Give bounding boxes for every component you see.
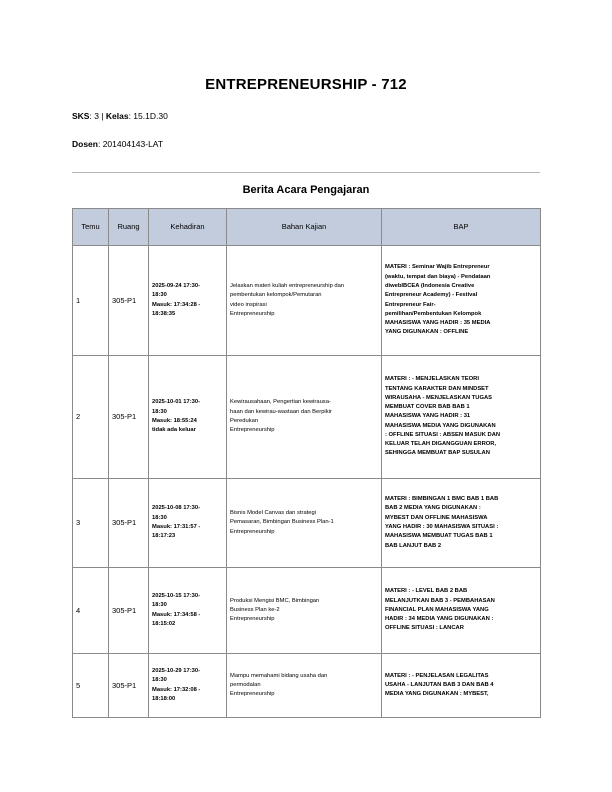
sks-label: SKS [72, 111, 90, 121]
kehadiran-line: tidak ada keluar [152, 427, 196, 434]
kehadiran-line: Masuk: 17:34:58 - [152, 611, 201, 618]
kehadiran-line: 2025-09-24 17:30- [152, 282, 201, 289]
bap-line: MEDIA YANG DIGUNAKAN : MYBEST, [385, 691, 489, 698]
bap-line: MAHASISWA YANG HADIR : 35 MEDIA [385, 320, 491, 327]
cell-bap [382, 654, 541, 718]
bap-line: USAHA - LANJUTAN BAB 3 DAN BAB 4 [385, 681, 494, 688]
table-row [73, 246, 541, 356]
bap-line: pemilihan/Pembentukan Kelompok [385, 310, 482, 317]
cell-temu: 1 [73, 246, 109, 356]
kehadiran-line: 18:30 [152, 677, 167, 684]
bahan-line: Mampu memahami bidang usaha dan [230, 672, 328, 679]
cell-kehadiran [149, 479, 227, 568]
cell-temu: 4 [73, 568, 109, 654]
bahan-line: Produksi Mengisi BMC, Bimbingan [230, 597, 320, 604]
table-row [73, 568, 541, 654]
bahan-line: Business Plan ke-2 [230, 606, 280, 613]
bap-table [72, 208, 541, 718]
bap-line: MYBEST DAN OFFLINE MAHASISWA [385, 514, 488, 521]
kehadiran-line: 18:17:23 [152, 533, 176, 540]
bap-line: MATERI : BIMBINGAN 1 BMC BAB 1 BAB [385, 496, 499, 503]
cell-kehadiran [149, 356, 227, 479]
page-title: ENTREPRENEURSHIP - 712 [205, 76, 407, 93]
cell-kehadiran [149, 246, 227, 356]
kehadiran-line: Masuk: 17:31:57 - [152, 524, 201, 530]
bap-line: FINANCIAL PLAN MAHASISWA YANG [385, 606, 489, 613]
cell-kehadiran [149, 568, 227, 654]
cell-bahan-kajian [227, 568, 382, 654]
kehadiran-line: 18:15:02 [152, 620, 176, 627]
cell-bahan-kajian [227, 246, 382, 356]
bap-line: Entrepreneur Fair- [385, 301, 436, 308]
dosen-value: : 201404143-LAT [97, 139, 164, 149]
kehadiran-line: 2025-10-29 17:30- [152, 667, 201, 674]
sks-value: : 3 | [89, 111, 104, 121]
cell-bahan-kajian [227, 654, 382, 718]
section-title: Berita Acara Pengajaran [242, 184, 370, 196]
bap-line: (waktu, tempat dan biaya) - Pendataan [385, 273, 491, 280]
kehadiran-line: 18:38:35 [152, 310, 176, 317]
bap-line: MATERI : - LEVEL BAB 2 BAB [385, 588, 468, 595]
bap-line: MATERI : - MENJELASKAN TEORI [385, 376, 479, 383]
bap-line: : OFFLINE SITUASI : ABSEN MASUK DAN [385, 431, 501, 438]
bap-line: YANG DIGUNAKAN : OFFLINE [385, 329, 469, 336]
bap-line: MATERI : - PENJELASAN LEGALITAS [385, 672, 489, 679]
kehadiran-line: 18:30 [152, 292, 167, 299]
bap-line: BAB LANJUT BAB 2 [385, 542, 442, 549]
kelas-value: : 15.1D.30 [128, 111, 168, 121]
cell-bap [382, 568, 541, 654]
cell-bap [382, 479, 541, 568]
kehadiran-line: Masuk: 17:32:08 - [152, 686, 201, 693]
cell-ruang: 305-P1 [109, 568, 149, 654]
cell-kehadiran [149, 654, 227, 718]
dosen-label: Dosen [72, 139, 98, 149]
bap-line: SEHINGGA MEMBUAT BAP SUSULAN [385, 450, 490, 457]
bahan-line: Entrepreneurship [230, 528, 275, 535]
header-temu: Temu [73, 209, 109, 246]
bap-line: KELUAR TELAH DIGANGGUAN ERROR, [385, 441, 497, 448]
bahan-line: permodalan [230, 681, 261, 688]
kehadiran-line: 2025-10-15 17:30- [152, 592, 201, 599]
kehadiran-line: 2025-10-08 17:30- [152, 505, 201, 512]
bap-line: MAHASISWA MEDIA YANG DIGUNAKAN [385, 422, 496, 429]
cell-bap [382, 246, 541, 356]
kehadiran-line: 18:18:00 [152, 695, 176, 702]
bap-line: MELANJUTKAN BAB 3 - PEMBAHASAN [385, 597, 495, 604]
table-row [73, 479, 541, 568]
cell-ruang: 305-P1 [109, 654, 149, 718]
kehadiran-line: 18:30 [152, 408, 167, 415]
header-kehadiran: Kehadiran [149, 209, 227, 246]
kehadiran-line: 18:30 [152, 602, 167, 609]
bahan-line: Kewirausahaan, Pengertian kewirausa- [230, 399, 331, 406]
table-row [73, 356, 541, 479]
bap-line: HADIR : 34 MEDIA YANG DIGUNAKAN : [385, 616, 494, 623]
kehadiran-line: Masuk: 18:55:24 [152, 418, 197, 424]
cell-bahan-kajian [227, 479, 382, 568]
table-header-row [73, 209, 541, 246]
bahan-line: Entrepreneurship [230, 310, 275, 317]
kehadiran-line: 2025-10-01 17:30- [152, 399, 201, 406]
cell-bahan-kajian [227, 356, 382, 479]
bap-line: MAHASISWA MEMBUAT TUGAS BAB 1 [385, 533, 493, 540]
lecturer-info-line [72, 139, 163, 149]
bap-line: MEMBUAT COVER BAB BAB 1 [385, 404, 470, 411]
header-bap: BAP [382, 209, 541, 246]
bap-line: diwebIBCEA (Indonesia Creative [385, 282, 475, 289]
course-info-line [72, 111, 168, 121]
header-ruang: Ruang [109, 209, 149, 246]
bap-line: MATERI : Seminar Wajib Entrepreneur [385, 264, 490, 271]
bahan-line: Entrepreneurship [230, 691, 275, 698]
divider [72, 172, 540, 173]
bahan-line: Pemasaran, Bimbingan Business Plan-1 [230, 519, 334, 526]
cell-temu: 5 [73, 654, 109, 718]
header-bahan-kajian: Bahan Kajian [227, 209, 382, 246]
bap-line: OFFLINE SITUASI : LANCAR [385, 625, 464, 632]
cell-ruang: 305-P1 [109, 246, 149, 356]
bap-line: MAHASISWA YANG HADIR : 31 [385, 413, 471, 420]
bap-line: Entrepreneur Academy) - Festival [385, 292, 478, 299]
table-row [73, 654, 541, 718]
bahan-line: pembentukan kelompok/Pemutaran [230, 292, 322, 299]
bahan-line: haan dan kewirau-wastaan dan Berpikir [230, 408, 332, 415]
bahan-line: Entrepreneurship [230, 427, 275, 434]
kehadiran-line: Masuk: 17:34:28 - [152, 301, 201, 308]
kelas-label: Kelas [105, 111, 129, 121]
bahan-line: Entrepreneurship [230, 616, 275, 623]
cell-ruang: 305-P1 [109, 479, 149, 568]
bap-line: TENTANG KARAKTER DAN MINDSET [385, 385, 489, 392]
bap-line: BAB 2 MEDIA YANG DIGUNAKAN : [385, 505, 481, 512]
bahan-line: video inspirasi [230, 301, 267, 308]
bahan-line: Peredukan [230, 418, 259, 424]
cell-temu: 3 [73, 479, 109, 568]
cell-temu: 2 [73, 356, 109, 479]
bap-line: YANG HADIR : 30 MAHASISWA SITUASI : [385, 524, 499, 530]
bap-line: WIRAUSAHA - MENJELASKAN TUGAS [385, 394, 493, 401]
bahan-line: Jelaskan materi kuliah entrepreneurship dan [230, 282, 345, 289]
cell-ruang: 305-P1 [109, 356, 149, 479]
cell-bap [382, 356, 541, 479]
bahan-line: Bisnis Model Canvas dan strategi [230, 510, 317, 517]
kehadiran-line: 18:30 [152, 514, 167, 521]
